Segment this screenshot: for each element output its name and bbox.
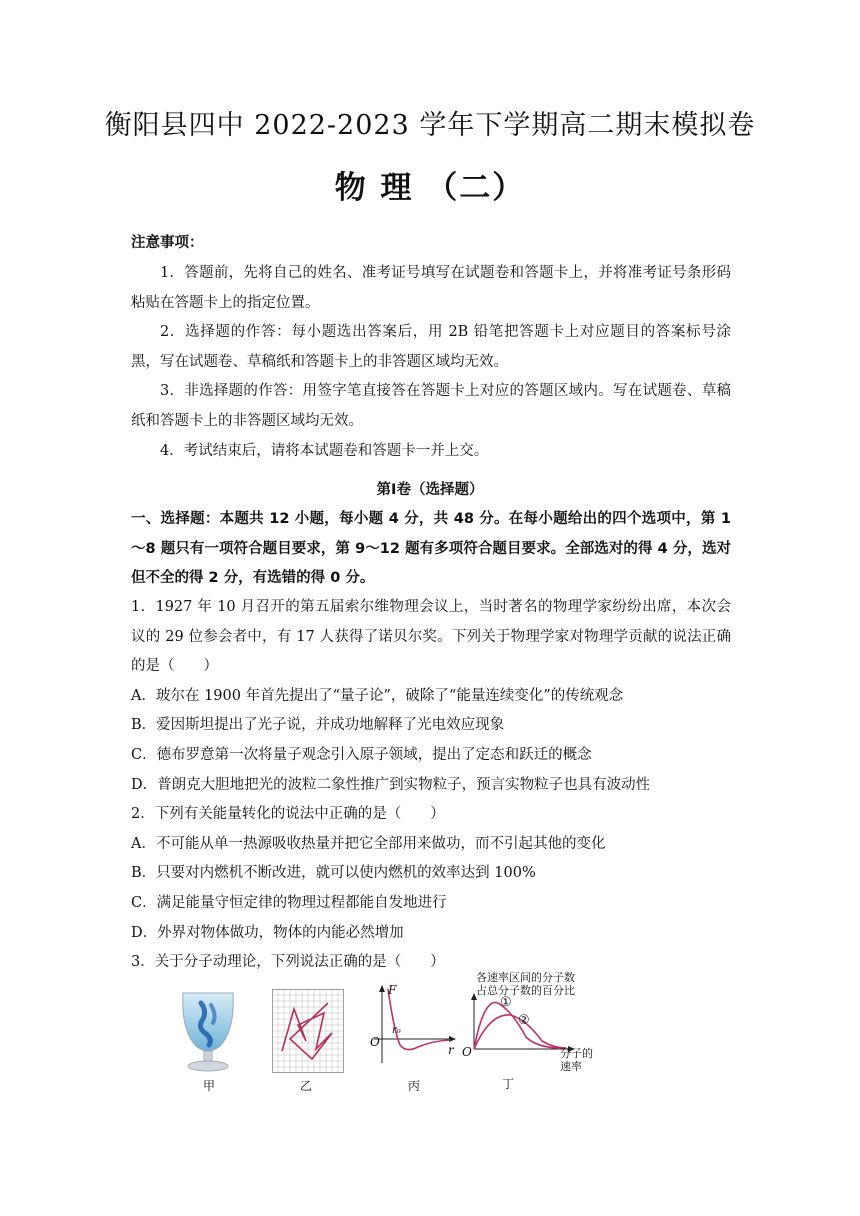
section-instructions: 一、选择题：本题共 12 小题，每小题 4 分，共 48 分。在每小题给出的四个选项中，第 1～8 题只有一项符合题目要求，第 9～12 题有多项符合题目要求。全部选对的得 4 分，选对但不全的得 2 分，有选错的得 0 分。 [131, 511, 731, 587]
figure-ding-y-axis-line2: 占总分子数的百分比 [476, 984, 575, 997]
figure-ding-y-axis-line1: 各速率区间的分子数 [476, 971, 575, 984]
question-list [131, 593, 731, 978]
figure-yi [272, 989, 344, 1093]
figure-ding [462, 969, 602, 1093]
question-1-option-b: B．爱因斯坦提出了光子说，并成功地解释了光电效应现象 [131, 717, 505, 734]
figure-ding-label: 丁 [502, 1077, 515, 1091]
figure-bing-origin: O [370, 1035, 380, 1049]
figure-ding-origin: O [462, 1045, 472, 1059]
question-2-stem: 2．下列有关能量转化的说法中正确的是（ ） [131, 806, 445, 823]
notice-list [131, 259, 731, 466]
page-title: 衡阳县四中 2022-2023 学年下学期高二期末模拟卷 [104, 110, 756, 141]
section-heading: 第Ⅰ卷（选择题） [376, 482, 484, 498]
notice-item-2: 2．选择题的作答：每小题选出答案后，用 2B 铅笔把答题卡上对应题目的答案标号涂黑，写在试题卷、草稿纸和答题卡上的非答题区域均无效。 [131, 324, 731, 370]
ink-glass-icon [177, 989, 239, 1073]
figure-jia [177, 989, 239, 1093]
question-1-stem: 1．1927 年 10 月召开的第五届索尔维物理会议上，当时著名的物理学家纷纷出席，本次会议的 29 位参会者中，有 17 人获得了诺贝尔奖。下列关于物理学家对物理学贡献的说法正确的是（ ） [131, 599, 731, 675]
figure-ding-curve-2: ② [518, 1013, 530, 1028]
question-2-option-a: A．不可能从单一热源吸收热量并把它全部用来做功，而不引起其他的变化 [131, 835, 606, 852]
figure-bing [368, 983, 458, 1093]
figure-ding-curve-1: ① [500, 995, 512, 1010]
question-1-option-c: C．德布罗意第一次将量子观念引入原子领域，提出了定态和跃迁的概念 [131, 746, 592, 763]
page-subtitle: 物 理 （二） [334, 170, 526, 206]
notice-item-4: 4．考试结束后，请将本试题卷和答题卡一并上交。 [160, 442, 489, 459]
question-2-option-c: C．满足能量守恒定律的物理过程都能自发地进行 [131, 894, 447, 911]
notice-item-1: 1．答题前，先将自己的姓名、准考证号填写在试题卷和答题卡上，并将准考证号条形码粘贴在答题卡上的指定位置。 [131, 265, 731, 311]
notice-heading: 注意事项： [131, 235, 204, 251]
figure-jia-label: 甲 [203, 1079, 216, 1093]
figure-ding-x-axis-line1: 分子的 [560, 1047, 593, 1060]
figure-bing-r0: r₀ [392, 1025, 401, 1036]
figure-bing-x-axis: r [448, 1043, 454, 1057]
figure-yi-label: 乙 [300, 1079, 313, 1093]
question-1-option-a: A．玻尔在 1900 年首先提出了“量子论”，破除了“能量连续变化”的传统观念 [131, 687, 624, 704]
question-3-figures [172, 971, 602, 1095]
brownian-grid-icon [272, 989, 344, 1073]
figure-ding-x-axis-line2: 速率 [560, 1060, 582, 1073]
question-1-option-d: D．普朗克大胆地把光的波粒二象性推广到实物粒子，预言实物粒子也具有波动性 [131, 776, 651, 793]
notice-item-3: 3．非选择题的作答：用签字笔直接答在答题卡上对应的答题区域内。写在试题卷、草稿纸和答题卡上的非答题区域均无效。 [131, 383, 731, 429]
figure-bing-y-axis: F [388, 983, 397, 997]
question-3-stem: 3．关于分子动理论，下列说法正确的是（ ） [131, 954, 445, 971]
figure-bing-label: 丙 [408, 1079, 421, 1093]
question-2-option-d: D．外界对物体做功，物体的内能必然增加 [131, 924, 404, 941]
question-2-option-b: B．只要对内燃机不断改进，就可以使内燃机的效率达到 100% [131, 865, 536, 882]
force-distance-graph [368, 983, 458, 1073]
